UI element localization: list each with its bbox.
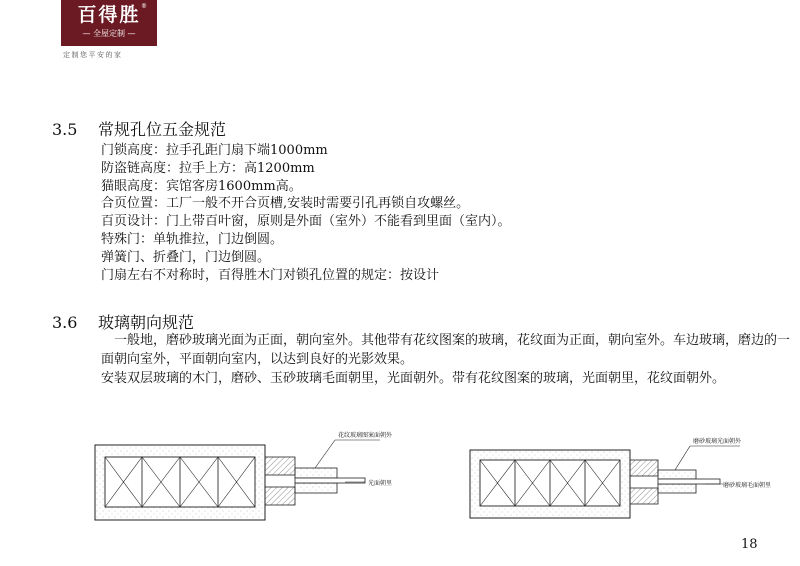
section-title: 常规孔位五金规范 — [98, 120, 227, 139]
spec-line: 特殊门：单轨推拉，门边倒圆。 — [101, 232, 284, 247]
spec-line: 门扇左右不对称时，百得胜木门对锁孔位置的规定：按设计 — [101, 268, 440, 283]
spec-line: 防盗链高度：拉手上方：高1200mm — [101, 161, 315, 176]
brand-logo — [61, 0, 157, 46]
spec-line: 百页设计：门上带百叶窗，原则是外面（室外）不能看到里面（室内）。 — [101, 214, 511, 229]
spec-line: 弹簧门、折叠门，门边倒圆。 — [101, 250, 271, 265]
spec-line: 合页位置：工厂一般不开合页槽,安装时需要引孔再锁自攻螺丝。 — [101, 196, 470, 211]
section-3-5-heading — [52, 120, 226, 140]
logo-text: 百得胜 — [77, 4, 141, 26]
diagram-label: 花纹玻璃图案面朝外 — [338, 432, 393, 439]
section-title: 玻璃朝向规范 — [98, 313, 195, 332]
diagram-label: 磨砂玻璃毛面朝里 — [723, 482, 772, 489]
section-number: 3.5 — [52, 120, 78, 139]
paragraph: 安装双层玻璃的木门，磨砂、玉砂玻璃毛面朝里，光面朝外。带有花纹图案的玻璃，光面朝里，花纹面朝外。 — [101, 371, 726, 386]
paragraph: 一般地，磨砂玻璃光面为正面，朝向室外。其他带有花纹图案的玻璃，花纹面为正面，朝向室外。车边玻璃，磨边的一面朝向室外，平面朝向室内，以达到良好的光影效果。 — [101, 333, 791, 367]
logo-slogan: 定制您平安的家 — [63, 51, 123, 59]
door-glass-diagram-right — [465, 432, 772, 522]
section-3-6-heading — [52, 313, 194, 333]
page-number: 18 — [741, 537, 758, 552]
registered-mark-icon: ® — [141, 3, 147, 10]
logo-subtitle: — 全屋定制 — — [82, 29, 136, 38]
door-glass-diagram-left — [90, 425, 420, 525]
diagram-label: 光面朝里 — [368, 480, 393, 487]
section-number: 3.6 — [52, 313, 78, 332]
spec-line: 猫眼高度：宾馆客房1600mm高。 — [101, 179, 302, 194]
spec-line: 门锁高度：拉手孔距门扇下端1000mm — [101, 143, 328, 158]
diagram-label: 磨砂玻璃光面朝外 — [693, 438, 742, 445]
